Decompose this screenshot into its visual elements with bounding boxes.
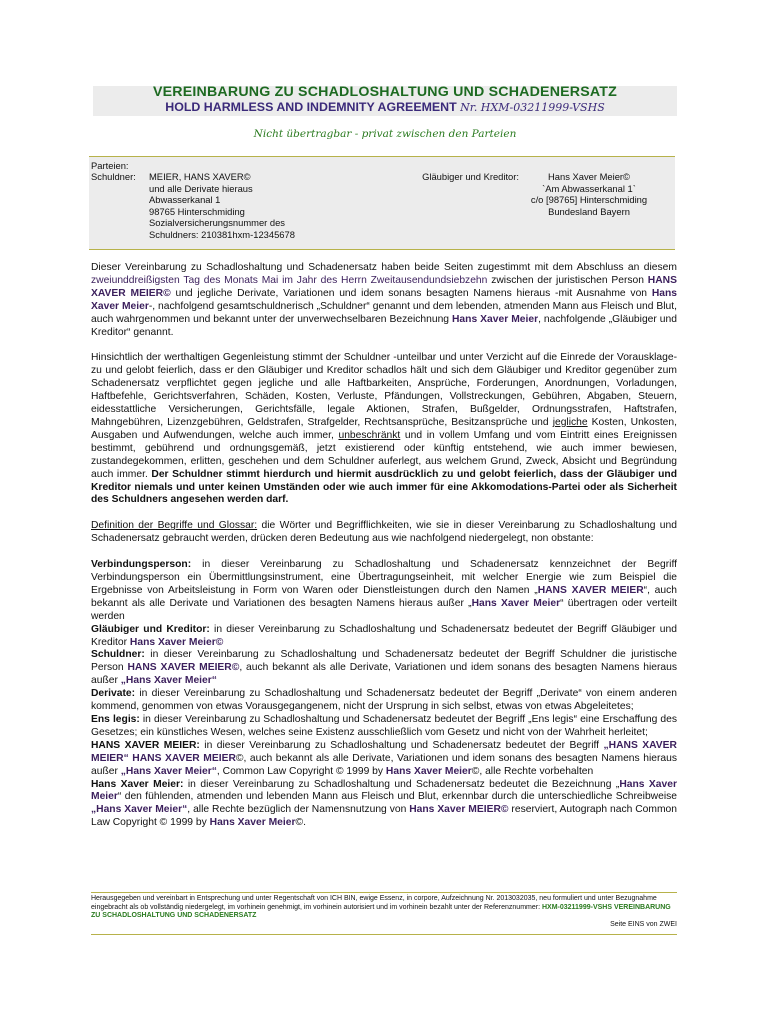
glaeubiger-address <box>519 171 659 217</box>
glaeubiger-line: Hans Xaver Meier© <box>548 171 630 182</box>
text: in dieser Vereinbarung zu Schadloshaltung und Schadenersatz bedeutet der Begriff „Ens legis“ eine Erschaffung des Gesetzes; ein künstliches Wesen, welches seine Existenz ausschließlich vom Gesetz und nicht von der Wahrheit herleitet; <box>91 714 678 738</box>
definition-derivate <box>91 688 677 714</box>
schuldner-line: und alle Derivate hieraus <box>149 182 253 194</box>
definitions-heading: Definition der Begriffe und Glossar: <box>91 520 258 532</box>
definition-glaeubiger <box>91 624 677 650</box>
definition-term: Derivate: <box>91 688 136 700</box>
underlined-text: unbeschränkt <box>338 429 401 441</box>
underlined-text: jegliche <box>552 416 588 428</box>
text: -, nachfolgend gesamtschuldnerisch „Schuldner“ genannt und dem lebenden, atmenden Mann aus Fleisch und Blut, auch wahrgenommen und bekannt unter der unverwechselbaren Bezeichnung <box>91 300 677 325</box>
name: „HANS XAVER MEIER“ HANS XAVER MEIER <box>91 739 677 764</box>
text: , Common Law Copyright © 1999 by <box>216 765 386 777</box>
name: Hans Xaver Meier <box>209 817 296 829</box>
name: „Hans Xaver Meier“ <box>91 804 188 816</box>
text: in dieser Vereinbarung zu Schadloshaltung und Schadenersatz bedeutet der Begriff „Derivate“ von einem anderen kommend, genommen von etwas Vorausgegangenem, nicht der Ursprung in sich selbst, etwas von etwas Abgeleitetes; <box>91 688 677 713</box>
footer-reference: HXM-03211999-VSHS VEREINBARUNG ZU SCHADLOSHALTUNG UND SCHADENERSATZ <box>91 903 671 919</box>
text: die Wörter und Begrifflichkeiten, wie sie in dieser Vereinbarung zu Schadloshaltung und Schadenersatz gebraucht werden, drücken deren Bedeutung aus wie nachfolgend niedergelegt, non obstante: <box>91 520 677 545</box>
schuldner-line: 98765 Hinterschmiding <box>149 205 245 217</box>
glaeubiger-line: Bundesland Bayern <box>548 205 630 217</box>
text: “, auch bekannt als alle Derivate und Variationen des besagten Namens hieraus außer „ <box>91 584 677 609</box>
glaeubiger-label: Gläubiger und Kreditor: <box>422 171 519 182</box>
document-title: VEREINBARUNG ZU SCHADLOSHALTUNG UND SCHADENERSATZ <box>152 84 618 100</box>
glaeubiger-line: `Am Abwasserkanal 1` <box>542 182 636 194</box>
footer-divider <box>91 934 677 935</box>
schuldner-line: MEIER, HANS XAVER© <box>149 171 251 182</box>
schuldner-label: Schuldner: <box>91 171 136 182</box>
name-living-man: Hans Xaver Meier <box>452 313 539 325</box>
definition-verbindungsperson <box>91 559 677 624</box>
paragraph-consideration <box>91 352 677 507</box>
definition-term: HANS XAVER MEIER: <box>91 739 200 751</box>
text: zwischen der juristischen Person <box>487 274 648 286</box>
name: Hans Xaver MEIER© <box>409 804 509 816</box>
text: “ übertragen oder verteilt werden <box>91 597 677 622</box>
schuldner-line: Sozialversicherungsnummer des <box>149 217 285 229</box>
text: ©, auch bekannt als alle Derivate, Variationen und idem sonans des besagten Namens hieraus außer <box>91 752 678 777</box>
name: „Hans Xaver Meier“ <box>120 765 217 777</box>
text: in dieser Vereinbarung zu Schadloshaltung und Schadenersatz kennzeichnet der Begriff Verbindungsperson ein Übermittlungsinstrument, eine Übertragungseinheit, mit welcher Energie wie zum Beispiel die Ergebnisse von Arbeitsleistung in Form von Waren oder Dienstleistungen durch den Namen „ <box>91 559 677 596</box>
schuldner-line: Abwasserkanal 1 <box>149 194 221 206</box>
glaeubiger-line: c/o [98765] Hinterschmiding <box>530 194 648 206</box>
name-legal-person: HANS XAVER MEIER© <box>91 274 677 299</box>
text: Dieser Vereinbarung zu Schadloshaltung und Schadenersatz haben beide Seiten zugestimmt mit dem Abschluss an diesem <box>91 262 677 273</box>
definition-term: Verbindungsperson: <box>91 559 192 571</box>
definition-term: Schuldner: <box>91 649 145 661</box>
paragraph-definitions-intro <box>91 520 677 546</box>
name-living-man: Hans Xaver Meier <box>91 287 677 312</box>
text: ©, alle Rechte vorbehalten <box>471 765 594 777</box>
page-number: Seite EINS von ZWEI <box>610 920 677 928</box>
definitions-list <box>91 559 677 830</box>
definition-term: Ens legis: <box>91 714 140 725</box>
tagline: Nicht übertragbar - privat zwischen den Parteien <box>253 128 517 140</box>
parties-label: Parteien: <box>91 160 129 171</box>
text: in dieser Vereinbarung zu Schadloshaltung und Schadenersatz bedeutet der Begriff Gläubiger und Kreditor <box>91 623 677 648</box>
name: Hans Xaver Meier© <box>129 636 224 648</box>
schuldner-address <box>149 171 359 241</box>
parties-box <box>89 156 675 250</box>
definition-schuldner <box>91 649 677 688</box>
reference-number: Nr. HXM-03211999-VSHS <box>460 101 605 114</box>
text: in dieser Vereinbarung zu Schadloshaltung und Schadenersatz bedeutet die Bezeichnung „ <box>183 778 620 790</box>
text: , alle Rechte bezüglich der Namensnutzung von <box>187 804 410 816</box>
footer <box>91 892 677 929</box>
text: Herausgegeben und vereinbart in Entsprechung und unter Regentschaft von ICH BIN, ewige Essenz, in corpore, Aufzeichnung Nr. 2013032035, neu formuliert und unter Bezugnahme eingebracht als ob vollständig niedergelegt, im vorhinein genehmigt, im vorhinein autorisiert und im vorhinein bezahlt unter der Referenznummer: <box>91 895 657 911</box>
definition-hans-xaver-meier-caps <box>91 740 677 779</box>
name: Hans Xaver Meier <box>471 597 561 609</box>
text: in dieser Vereinbarung zu Schadloshaltung und Schadenersatz bedeutet der Begriff <box>199 739 604 751</box>
text: , auch bekannt als alle Derivate, Variationen und idem sonans des besagten Namens hieraus außer <box>91 662 677 687</box>
name: „Hans Xaver Meier“ <box>120 675 217 687</box>
text: Hinsichtlich der werthaltigen Gegenleistung stimmt der Schuldner -unteilbar und unter Verzicht auf die Einrede der Vorausklage- zu und gelobt feierlich, dass er den Gläubiger und Kreditor schadlos hält und sich dem Gläubiger und Kreditor gegenüber zum Schadenersatz verpflichtet gegen jegliche und alle Haftbarkeiten, Ansprüche, Forderungen, Anordnungen, Vorladungen, Haftbefehle, Gerichtsverfahren, Schäden, Kosten, Verluste, Pfändungen, Vollstreckungen, Gebühren, Abgaben, Steuern, eidesstattliche Versicherungen, Gerichtsfälle, legale Aktionen, Strafen, Bußgelder, Ordnungsstrafen, Haftstrafen, Mahngebühren, Lizenzgebühren, Geldstrafen, Strafgelder, Rechtsansprüche, Besitzansprüche und <box>91 352 677 428</box>
definition-term: Hans Xaver Meier: <box>91 778 184 790</box>
agreement-date: zweiunddreißigsten Tag des Monats Mai im Jahr des Herrn Zweitausendundsiebzehn <box>91 274 488 286</box>
document-subtitle <box>93 100 677 114</box>
subtitle-text: HOLD HARMLESS AND INDEMNITY AGREEMENT <box>165 100 457 114</box>
name: Hans Xaver Meier <box>91 778 677 803</box>
text: Kosten, Unkosten, Ausgaben und Aufwendungen, welche auch immer, <box>91 416 677 441</box>
text: ©. <box>295 817 306 829</box>
paragraph-agreement <box>91 262 677 339</box>
schuldner-line: Schuldners: 210381hxm-12345678 <box>149 228 295 240</box>
text: “ den fühlenden, atmenden und lebenden Mann aus Fleisch und Blut, erkennbar durch die unterschiedliche Schreibweise <box>117 791 677 803</box>
name: Hans Xaver Meier <box>385 765 472 777</box>
definition-ens-legis <box>91 714 677 740</box>
text: in dieser Vereinbarung zu Schadloshaltung und Schadenersatz bedeutet der Begriff Schuldner die juristische Person <box>91 649 677 674</box>
definition-term: Gläubiger und Kreditor: <box>91 623 210 635</box>
name: HANS XAVER MEIER <box>537 584 644 596</box>
agreement-body <box>91 262 677 830</box>
text: , nachfolgende „Gläubiger und Kreditor“ genannt. <box>91 313 677 338</box>
text: reserviert, Autograph nach Common Law Copyright © 1999 by <box>91 804 678 829</box>
text: und jegliche Derivate, Variationen und idem sonans besagten Namens hieraus -mit Ausnahme von <box>170 287 652 299</box>
text: und in vollem Umfang und vom Eintritt eines Ereignissen bestimmt, gebührend und ordnungsgemäß, jetzt existierend oder künftig entstehend, wie auch immer bewiesen, zustandegekommen, erlitten, geschehen und dem Schuldner auferlegt, aus welchem Grund, Zweck, Absicht und Begründung auch immer. <box>91 429 677 480</box>
bold-clause: Der Schuldner stimmt hierdurch und hiermit ausdrücklich zu und gelobt feierlich, dass der Gläubiger und Kreditor niemals und unter keinen Umständen oder wie auch immer für eine Akkomodations-Partei oder als Sicherheit des Schuldners angesehen werden darf. <box>91 468 677 506</box>
definition-hans-xaver-meier <box>91 779 677 831</box>
name: HANS XAVER MEIER© <box>127 662 240 674</box>
footer-text <box>91 895 677 921</box>
